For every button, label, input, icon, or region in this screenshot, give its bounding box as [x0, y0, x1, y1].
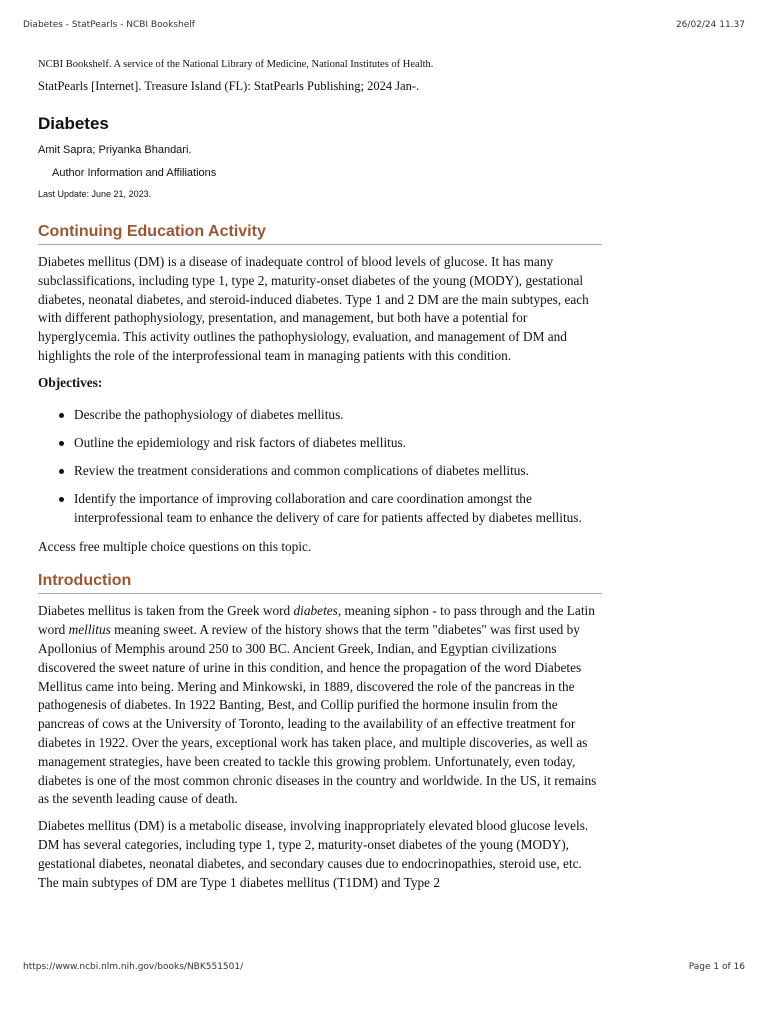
- intro-paragraph-1: [38, 602, 602, 809]
- print-footer: [23, 962, 745, 972]
- print-header-title: Diabetes - StatPearls - NCBI Bookshelf: [23, 20, 195, 30]
- authors: Amit Sapra; Priyanka Bhandari.: [38, 144, 192, 156]
- print-header: [23, 20, 745, 30]
- print-footer-url: https://www.ncbi.nlm.nih.gov/books/NBK551501/: [23, 962, 244, 972]
- intro-term-diabetes: diabetes: [293, 603, 338, 619]
- article: [38, 58, 602, 892]
- intro-term-mellitus: mellitus: [68, 622, 111, 638]
- bullet-icon: [59, 497, 64, 502]
- author-info-link[interactable]: Author Information and Affiliations: [52, 167, 217, 179]
- last-update: Last Update: June 21, 2023.: [38, 189, 152, 199]
- mcq-link[interactable]: [38, 538, 602, 557]
- print-header-datetime: 26/02/24 11.37: [675, 20, 745, 30]
- section-heading-introduction: Introduction: [38, 571, 602, 594]
- citation: StatPearls [Internet]. Treasure Island (FL): StatPearls Publishing; 2024 Jan-.: [38, 79, 420, 93]
- ce-paragraph: Diabetes mellitus (DM) is a disease of inadequate control of blood levels of glucose. It has many subclassifications, including type 1, type 2, maturity-onset diabetes of the young (MODY), gestational diabetes, neonatal diabetes, and steroid-induced diabetes. Type 1 and 2 DM are the main subtypes, each with different pathophysiology, presentation, and management, but both have a potential for hyperglycemia. This activity outlines the pathophysiology, evaluation, and management of DM and highlights the role of the interprofessional team in managing patients with this condition.: [38, 254, 589, 363]
- intro-text: Diabetes mellitus is taken from the Greek word: [38, 603, 294, 619]
- list-item: [38, 406, 602, 425]
- objective-text: Review the treatment considerations and common complications of diabetes mellitus.: [74, 463, 529, 479]
- section-heading-continuing-education: Continuing Education Activity: [38, 222, 602, 245]
- list-item: [38, 434, 602, 453]
- bullet-icon: [59, 469, 64, 474]
- bullet-icon: [59, 413, 64, 418]
- intro-text: meaning sweet. A review of the history shows that the term "diabetes" was first used by Apollonius of Memphis around 250 to 300 BC. Ancient Greek, Indian, and Egyptian civilizations discovered the sweet nature of urine in this condition, and hence the propagation of the word Diabetes Mellitus came into being. Mering and Minkowski, in 1889, discovered the role of the pancreas in the pathogenesis of diabetes. In 1922 Banting, Best, and Collip purified the hormone insulin from the pancreas of cows at the University of Toronto, leading to the availability of an effective treatment for diabetes in 1922. Over the years, exceptional work has taken place, and multiple discoveries, as well as management strategies, have been created to tackle this growing problem. Unfortunately, even today, diabetes is one of the most common chronic diseases in the country and worldwide. In the US, it remains as the seventh leading cause of death.: [38, 622, 597, 807]
- objective-text: Outline the epidemiology and risk factors of diabetes mellitus.: [74, 434, 406, 450]
- intro-text: , meaning siphon - to pass through and the Latin word: [38, 603, 595, 638]
- list-item: [38, 462, 602, 481]
- objectives-label: Objectives:: [38, 374, 103, 390]
- print-footer-page: Page 1 of 16: [688, 962, 745, 972]
- page-title: Diabetes: [38, 114, 109, 133]
- list-item: [38, 490, 602, 528]
- bullet-icon: [59, 441, 64, 446]
- objective-text: Identify the importance of improving collaboration and care coordination amongst the interprofessional team to enhance the delivery of care for patients affected by diabetes mellitus.: [74, 491, 582, 526]
- objectives-list: [38, 406, 602, 528]
- intro-paragraph-2: Diabetes mellitus (DM) is a metabolic disease, involving inappropriately elevated blood glucose levels. DM has several categories, including type 1, type 2, maturity-onset diabetes of the young (MODY), gestational diabetes, neonatal diabetes, and secondary causes due to endocrinopathies, steroid use, etc. The main subtypes of DM are Type 1 diabetes mellitus (T1DM) and Type 2: [38, 818, 589, 890]
- mcq-link-text[interactable]: Access free multiple choice questions on this topic.: [38, 538, 312, 554]
- bookshelf-notice: NCBI Bookshelf. A service of the National Library of Medicine, National Institutes of Health.: [38, 59, 434, 70]
- objective-text: Describe the pathophysiology of diabetes mellitus.: [74, 406, 344, 422]
